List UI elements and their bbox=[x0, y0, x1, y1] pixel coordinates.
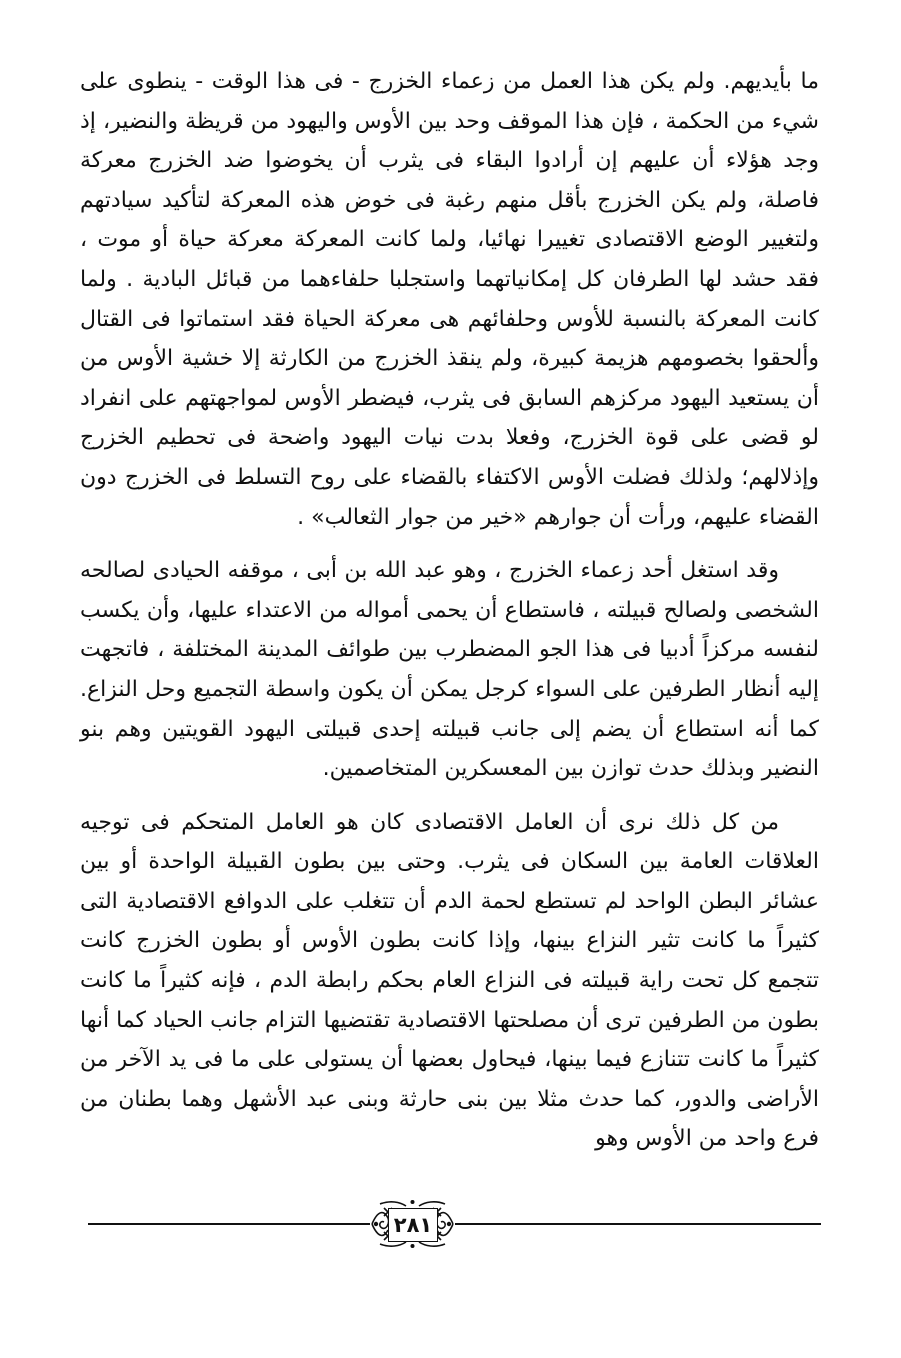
page-footer bbox=[88, 1198, 821, 1250]
paragraph-1: ما بأيديهم. ولم يكن هذا العمل من زعماء الخزرج - فى هذا الوقت - ينطوى على شيء من الحكمة ، فإن هذا الموقف وحد بين الأوس واليهود من قريظة والنضير، إذ وجد هؤلاء أن عليهم إن أرادوا البقاء فى يثرب أن يخوضوا ضد الخزرج معركة فاصلة، ولم يكن الخزرج بأقل منهم رغبة فى خوض هذه المعركة لتأكيد سيادتهم ولتغيير الوضع الاقتصادى تغييرا نهائيا، ولما كانت المعركة معركة حياة أو موت ، فقد حشد لها الطرفان كل إمكانياتهما واستجلبا حلفاءهما من قبائل البادية . ولما كانت المعركة بالنسبة للأوس وحلفائهم هى معركة الحياة فقد استماتوا فى القتال وألحقوا بخصومهم هزيمة كبيرة، ولم ينقذ الخزرج من الكارثة إلا خشية الأوس من أن يستعيد اليهود مركزهم السابق فى يثرب، فيضطر الأوس لمواجهتهم على انفراد لو قضى على قوة الخزرج، وفعلا بدت نيات اليهود واضحة فى تحطيم الخزرج وإذلالهم؛ ولذلك فضلت الأوس الاكتفاء بالقضاء على روح التسلط فى الخزرج دون القضاء عليهم، ورأت أن جوارهم «خير من جوار الثعالب» . bbox=[80, 69, 819, 530]
footer-rule-right bbox=[455, 1223, 821, 1225]
paragraph-2: وقد استغل أحد زعماء الخزرج ، وهو عبد الله بن أبى ، موقفه الحيادى لصالحه الشخصى ولصالح قبيلته ، فاستطاع أن يحمى أمواله من الاعتداء عليها، وأن يكسب لنفسه مركزاً أدبيا فى هذا الجو المضطرب بين طوائف المدينة المختلفة ، فاتجهت إليه أنظار الطرفين على السواء كرجل يمكن أن يكون واسطة التجميع وحل النزاع. كما أنه استطاع أن يضم إلى جانب قبيلته إحدى قبيلتى اليهود القويتين وهم بنو النضير وبذلك حدث توازن بين المعسكرين المتخاصمين. bbox=[80, 558, 819, 782]
paragraph-gap bbox=[80, 789, 819, 803]
paragraph-gap bbox=[80, 537, 819, 551]
footer-rule-left bbox=[88, 1223, 370, 1225]
page-number: ٢٨١ bbox=[388, 1208, 438, 1242]
paragraph-3: من كل ذلك نرى أن العامل الاقتصادى كان هو العامل المتحكم فى توجيه العلاقات العامة بين السكان فى يثرب. وحتى بين بطون القبيلة الواحدة أو بين عشائر البطن الواحد لم تستطع لحمة الدم أن تتغلب على الدوافع الاقتصادية التى كثيراً ما كانت تثير النزاع بينها، وإذا كانت بطون الأوس أو بطون الخزرج كانت تتجمع كل تحت راية قبيلته فى النزاع العام بحكم رابطة الدم ، فإنه كثيراً ما كانت بطون من الطرفين ترى أن مصلحتها الاقتصادية تقتضيها التزام جانب الحياد كما أنها كثيراً ما كانت تتنازع فيما بينها، فيحاول بعضها أن يستولى على ما فى يد الآخر من الأراضى والدور، كما حدث مثلا بين بنى حارثة وبنى عبد الأشهل وهما بطنان من فرع واحد من الأوس وهو bbox=[80, 809, 819, 1152]
body-text bbox=[80, 62, 819, 1159]
